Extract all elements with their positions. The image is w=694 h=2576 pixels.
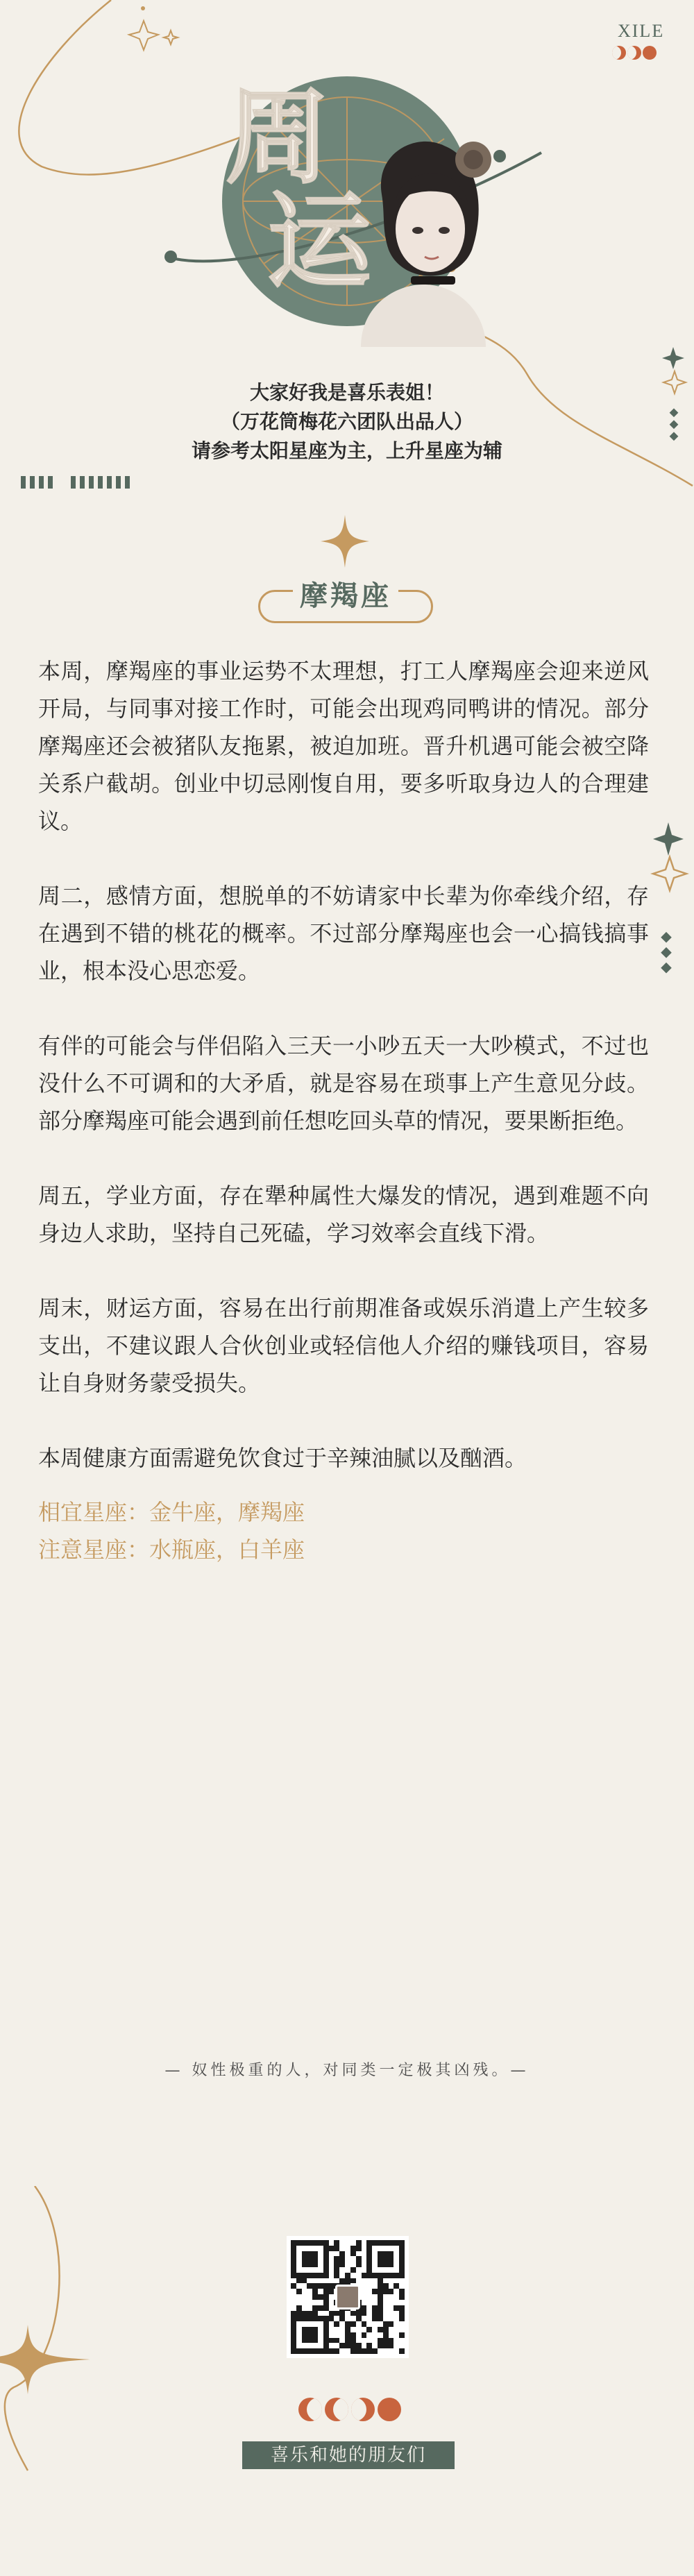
compatible-signs: 相宜星座：金牛座，摩羯座 bbox=[38, 1499, 305, 1525]
footer-tag: 喜乐和她的朋友们 bbox=[242, 2441, 455, 2469]
paragraph: 本周健康方面需避免饮食过于辛辣油腻以及酗酒。 bbox=[38, 1445, 527, 1471]
brand-label: XILE bbox=[618, 21, 665, 41]
moon-icon bbox=[627, 46, 641, 60]
side-stars-middle bbox=[642, 822, 694, 989]
small-star-icon bbox=[129, 21, 178, 50]
moon-phases-bottom bbox=[298, 2398, 401, 2421]
paragraph: 有伴的可能会与伴侣陷入三天一小吵五天一大吵模式，不过也没什么不可调和的大矛盾，就是容易在琐事上产生意见分歧。部分摩羯座可能会遇到前任想吃回头草的情况，要果断拒绝。 bbox=[38, 1033, 649, 1134]
full-moon-icon bbox=[378, 2398, 401, 2421]
qr-code[interactable] bbox=[287, 2236, 409, 2358]
title-char-zhou: 周 bbox=[226, 78, 330, 198]
bottom-decoration bbox=[0, 2186, 139, 2477]
avatar bbox=[335, 2285, 360, 2310]
barcode-decoration bbox=[21, 476, 130, 489]
four-point-star-icon bbox=[321, 515, 369, 568]
full-moon-icon bbox=[643, 46, 657, 60]
paragraph: 周五，学业方面，存在犟种属性大爆发的情况，遇到难题不向身边人求助，坚持自己死磕，学习效率会直线下滑。 bbox=[38, 1183, 649, 1246]
horoscope-article bbox=[38, 652, 649, 1568]
paragraph: 周末，财运方面，容易在出行前期准备或娱乐消遣上产生较多支出，不建议跟人合伙创业或轻信他人介绍的赚钱项目，容易让自身财务蒙受损失。 bbox=[38, 1295, 649, 1396]
moon-icon bbox=[325, 2398, 348, 2421]
intro-block bbox=[0, 378, 694, 466]
intro-line: 大家好我是喜乐表姐！ bbox=[249, 381, 444, 404]
footer-quote: — 奴性极重的人，对同类一定极其凶残。— bbox=[164, 2062, 530, 2079]
moon-icon bbox=[298, 2398, 322, 2421]
title-char-yun: 运 bbox=[267, 182, 372, 303]
sign-title bbox=[258, 579, 433, 623]
moon-icon bbox=[351, 2398, 375, 2421]
paragraph: 本周，摩羯座的事业运势不太理想，打工人摩羯座会迎来逆风开局，与同事对接工作时，可能会出现鸡同鸭讲的情况。部分摩羯座还会被猪队友拖累，被迫加班。晋升机遇可能会被空降关系户截胡。创业中切忌刚愎自用，要多听取身边人的合理建议。 bbox=[38, 658, 649, 834]
paragraph: 周二，感情方面，想脱单的不妨请家中长辈为你牵线介绍，存在遇到不错的桃花的概率。不过部分摩羯座也会一心搞钱搞事业，根本没心思恋爱。 bbox=[38, 883, 649, 984]
intro-line: 请参考太阳星座为主，上升星座为辅 bbox=[191, 439, 502, 462]
sign-title-text: 摩羯座 bbox=[293, 579, 398, 612]
moon-phases-top bbox=[612, 46, 657, 60]
intro-line: （万花筒梅花六团队出品人） bbox=[220, 410, 473, 433]
caution-signs: 注意星座：水瓶座，白羊座 bbox=[38, 1536, 305, 1563]
hero-illustration bbox=[153, 56, 555, 368]
moon-icon bbox=[612, 46, 626, 60]
